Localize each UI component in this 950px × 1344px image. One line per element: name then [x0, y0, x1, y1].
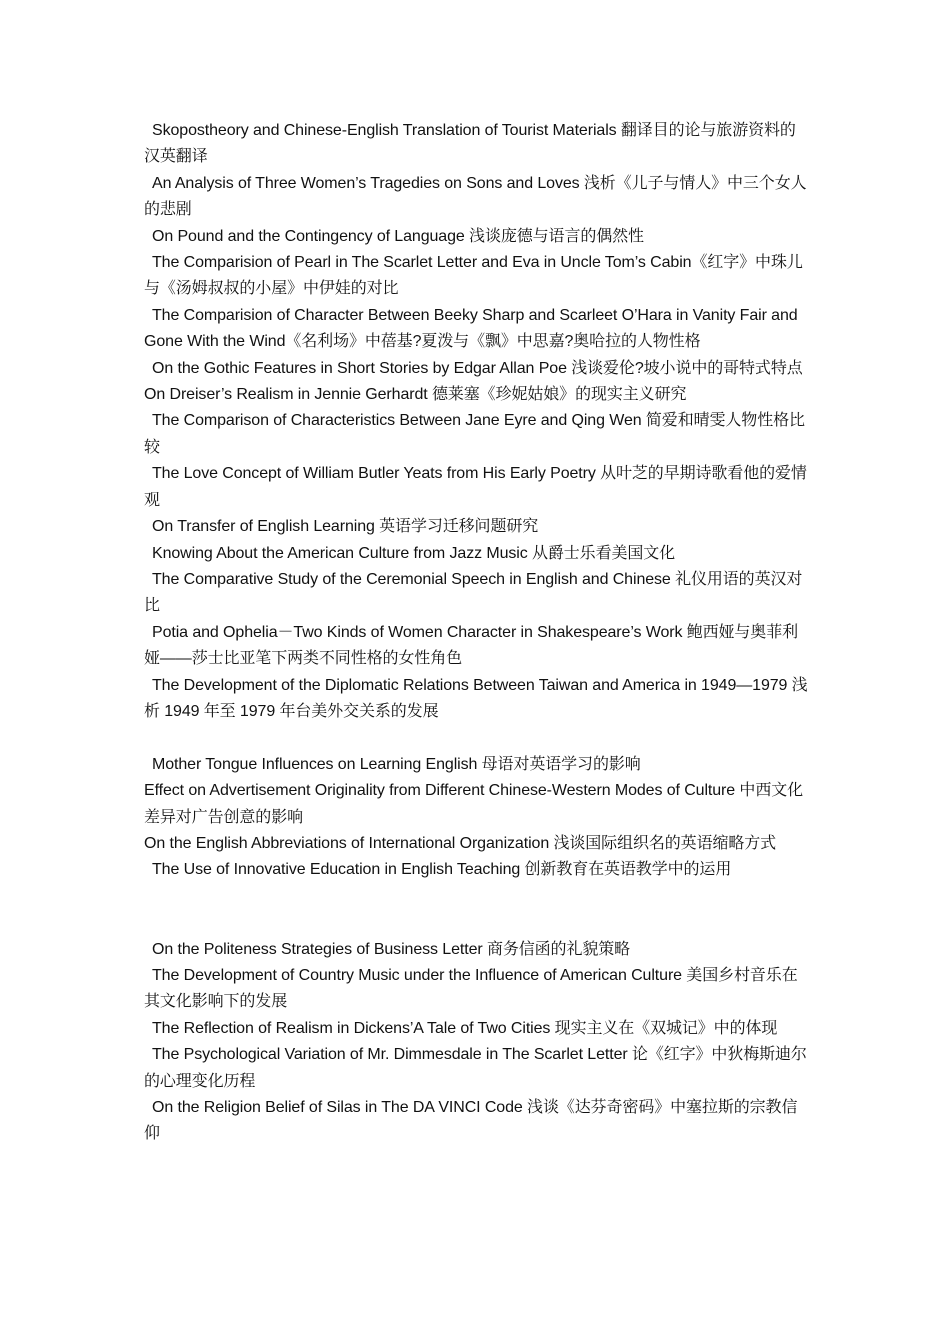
list-item: On Dreiser’s Realism in Jennie Gerhardt 德莱塞《珍妮姑娘》的现实主义研究	[144, 386, 687, 404]
list-item: Skopostheory and Chinese-English Translation of Tourist Materials 翻译目的论与旅游资料的汉英翻译	[144, 122, 796, 166]
list-item: The Comparison of Characteristics Between Jane Eyre and Qing Wen 简爱和晴雯人物性格比较	[144, 412, 805, 456]
list-item: The Love Concept of William Butler Yeats from His Early Poetry 从叶芝的早期诗歌看他的爱情观	[144, 465, 807, 509]
list-item: The Comparative Study of the Ceremonial Speech in English and Chinese 礼仪用语的英汉对比	[144, 570, 803, 615]
list-item: The Reflection of Realism in Dickens’A Tale of Two Cities 现实主义在《双城记》中的体现	[152, 1019, 778, 1037]
thesis-title-list	[144, 118, 808, 1148]
list-item: Knowing About the American Culture from Jazz Music 从爵士乐看美国文化	[152, 544, 676, 562]
list-item: The Development of the Diplomatic Relations Between Taiwan and America in 1949—1979 浅析 1949 年至 1979 年台美外交关系的发展	[144, 676, 808, 720]
list-item: On the English Abbreviations of International Organization 浅谈国际组织名的英语缩略方式	[144, 834, 777, 852]
blank-line	[144, 725, 808, 751]
list-item: The Use of Innovative Education in English Teaching 创新教育在英语教学中的运用	[152, 861, 732, 879]
blank-lines	[144, 884, 808, 937]
list-item: The Psychological Variation of Mr. Dimmesdale in The Scarlet Letter 论《红字》中狄梅斯迪尔的心理变化历程	[144, 1046, 807, 1090]
list-item: Effect on Advertisement Originality from Different Chinese-Western Modes of Culture 中西文化差异对广告创意的影响	[144, 782, 804, 826]
list-item: The Comparision of Pearl in The Scarlet Letter and Eva in Uncle Tom’s Cabin《红字》中珠儿与《汤姆叔叔的小屋》中伊娃的对比	[144, 254, 803, 298]
list-item: On the Politeness Strategies of Business Letter 商务信函的礼貌策略	[152, 940, 631, 958]
list-item: The Comparision of Character Between Beeky Sharp and Scarleet O’Hara in Vanity Fair and Gone With the Wind《名利场》中蓓基?夏泼与《飘》中思嘉?奥哈拉的人物性格	[144, 306, 798, 351]
list-item: Potia and Ophelia－Two Kinds of Women Character in Shakespeare’s Work 鲍西娅与奥菲利娅——莎士比亚笔下两类不同性格的女性角色	[144, 623, 799, 668]
list-item: Mother Tongue Influences on Learning English 母语对英语学习的影响	[152, 755, 641, 773]
list-item: On the Religion Belief of Silas in The DA VINCI Code 浅谈《达芬奇密码》中塞拉斯的宗教信仰	[144, 1099, 798, 1143]
list-item: On Pound and the Contingency of Language 浅谈庞德与语言的偶然性	[152, 227, 644, 245]
list-item: The Development of Country Music under the Influence of American Culture 美国乡村音乐在其文化影响下的发展	[144, 966, 798, 1011]
list-item: On the Gothic Features in Short Stories by Edgar Allan Poe 浅谈爱伦?坡小说中的哥特式特点	[152, 359, 803, 377]
list-item: On Transfer of English Learning 英语学习迁移问题研究	[152, 518, 539, 536]
list-item: An Analysis of Three Women’s Tragedies on Sons and Loves 浅析《儿子与情人》中三个女人的悲剧	[144, 174, 807, 219]
